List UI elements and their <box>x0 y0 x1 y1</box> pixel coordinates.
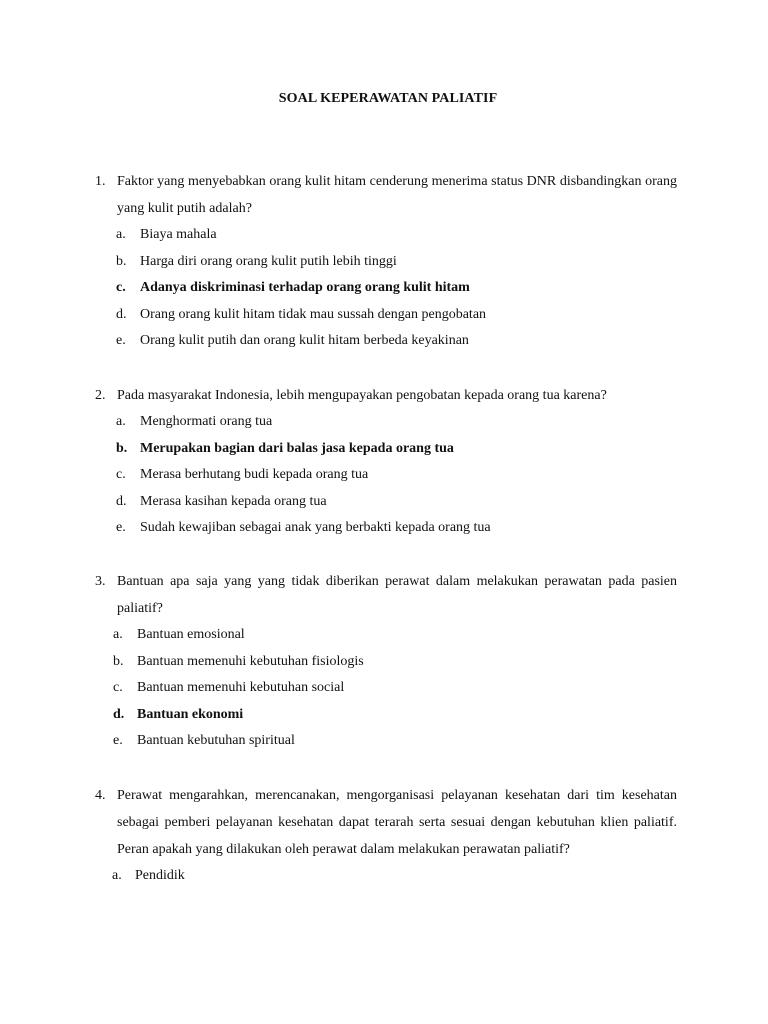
answer-option-c-correct <box>116 275 677 302</box>
option-letter: b. <box>113 653 124 669</box>
question-number: 1. <box>95 174 106 189</box>
answer-option-c <box>113 675 677 702</box>
option-letter: e. <box>116 333 126 348</box>
option-letter: a. <box>116 227 126 242</box>
page-title: SOAL KEPERAWATAN PALIATIF <box>278 91 498 106</box>
answer-option-a <box>113 622 677 649</box>
question-2 <box>95 382 677 542</box>
answer-options <box>112 863 677 890</box>
question-1 <box>95 168 677 355</box>
option-text: Bantuan emosional <box>137 627 245 642</box>
option-text: Menghormati orang tua <box>140 414 273 429</box>
answer-option-c <box>116 462 677 489</box>
option-letter: c. <box>113 680 123 695</box>
answer-option-a <box>116 222 677 249</box>
answer-option-d <box>116 489 677 516</box>
question-number: 4. <box>95 788 106 803</box>
question-number: 2. <box>95 388 106 403</box>
question-text: Bantuan apa saja yang yang tidak diberikan perawat dalam melakukan perawatan pada pasien paliatif? <box>117 574 677 616</box>
answer-option-e <box>116 328 677 355</box>
option-letter: d. <box>116 493 127 509</box>
option-letter: d. <box>113 706 125 722</box>
option-text: Bantuan ekonomi <box>137 706 244 722</box>
option-letter: d. <box>116 306 127 322</box>
option-text: Pendidik <box>135 868 185 883</box>
option-letter: b. <box>116 253 127 269</box>
option-text: Harga diri orang orang kulit putih lebih tinggi <box>140 253 397 269</box>
option-letter: c. <box>116 467 126 482</box>
question-number: 3. <box>95 574 106 589</box>
question-stem <box>95 782 677 863</box>
option-letter: e. <box>113 733 123 748</box>
question-4 <box>95 782 677 890</box>
option-text: Adanya diskriminasi terhadap orang orang kulit hitam <box>140 280 470 295</box>
option-text: Biaya mahala <box>140 227 217 242</box>
option-text: Merasa berhutang budi kepada orang tua <box>140 467 369 482</box>
option-letter: c. <box>116 280 126 295</box>
answer-option-a <box>116 409 677 436</box>
option-text: Bantuan kebutuhan spiritual <box>137 733 295 748</box>
answer-options <box>113 622 677 755</box>
option-text: Bantuan memenuhi kebutuhan fisiologis <box>137 653 364 669</box>
option-text: Orang orang kulit hitam tidak mau sussah dengan pengobatan <box>140 306 487 322</box>
question-stem <box>95 168 677 222</box>
answer-option-a <box>112 863 677 890</box>
answer-option-d <box>116 302 677 329</box>
answer-options <box>116 222 677 355</box>
answer-option-b <box>116 249 677 276</box>
answer-option-d-correct <box>113 702 677 729</box>
question-3 <box>95 568 677 755</box>
answer-option-b <box>113 649 677 676</box>
question-stem <box>95 382 677 409</box>
option-letter: a. <box>116 414 126 429</box>
answer-options <box>116 409 677 542</box>
option-text: Sudah kewajiban sebagai anak yang berbakti kepada orang tua <box>140 520 491 535</box>
question-text: Perawat mengarahkan, merencanakan, mengorganisasi pelayanan kesehatan dari tim kesehatan sebagai pemberi pelayanan kesehatan dapat terarah serta sesuai dengan kebutuhan klien paliatif. Peran apakah yang dilakukan oleh perawat dalam melakukan perawatan paliatif? <box>117 788 677 857</box>
answer-option-b-correct <box>116 436 677 463</box>
option-letter: a. <box>112 868 122 883</box>
option-text: Orang kulit putih dan orang kulit hitam berbeda keyakinan <box>140 333 469 348</box>
question-stem <box>95 568 677 622</box>
option-text: Merasa kasihan kepada orang tua <box>140 493 327 509</box>
answer-option-e <box>113 728 677 755</box>
option-text: Bantuan memenuhi kebutuhan social <box>137 680 345 695</box>
answer-option-e <box>116 515 677 542</box>
question-text: Faktor yang menyebabkan orang kulit hitam cenderung menerima status DNR disbandingkan orang yang kulit putih adalah? <box>117 174 677 216</box>
question-text: Pada masyarakat Indonesia, lebih mengupayakan pengobatan kepada orang tua karena? <box>117 388 607 403</box>
option-letter: b. <box>116 440 128 456</box>
option-letter: a. <box>113 627 123 642</box>
option-letter: e. <box>116 520 126 535</box>
option-text: Merupakan bagian dari balas jasa kepada orang tua <box>140 440 454 456</box>
